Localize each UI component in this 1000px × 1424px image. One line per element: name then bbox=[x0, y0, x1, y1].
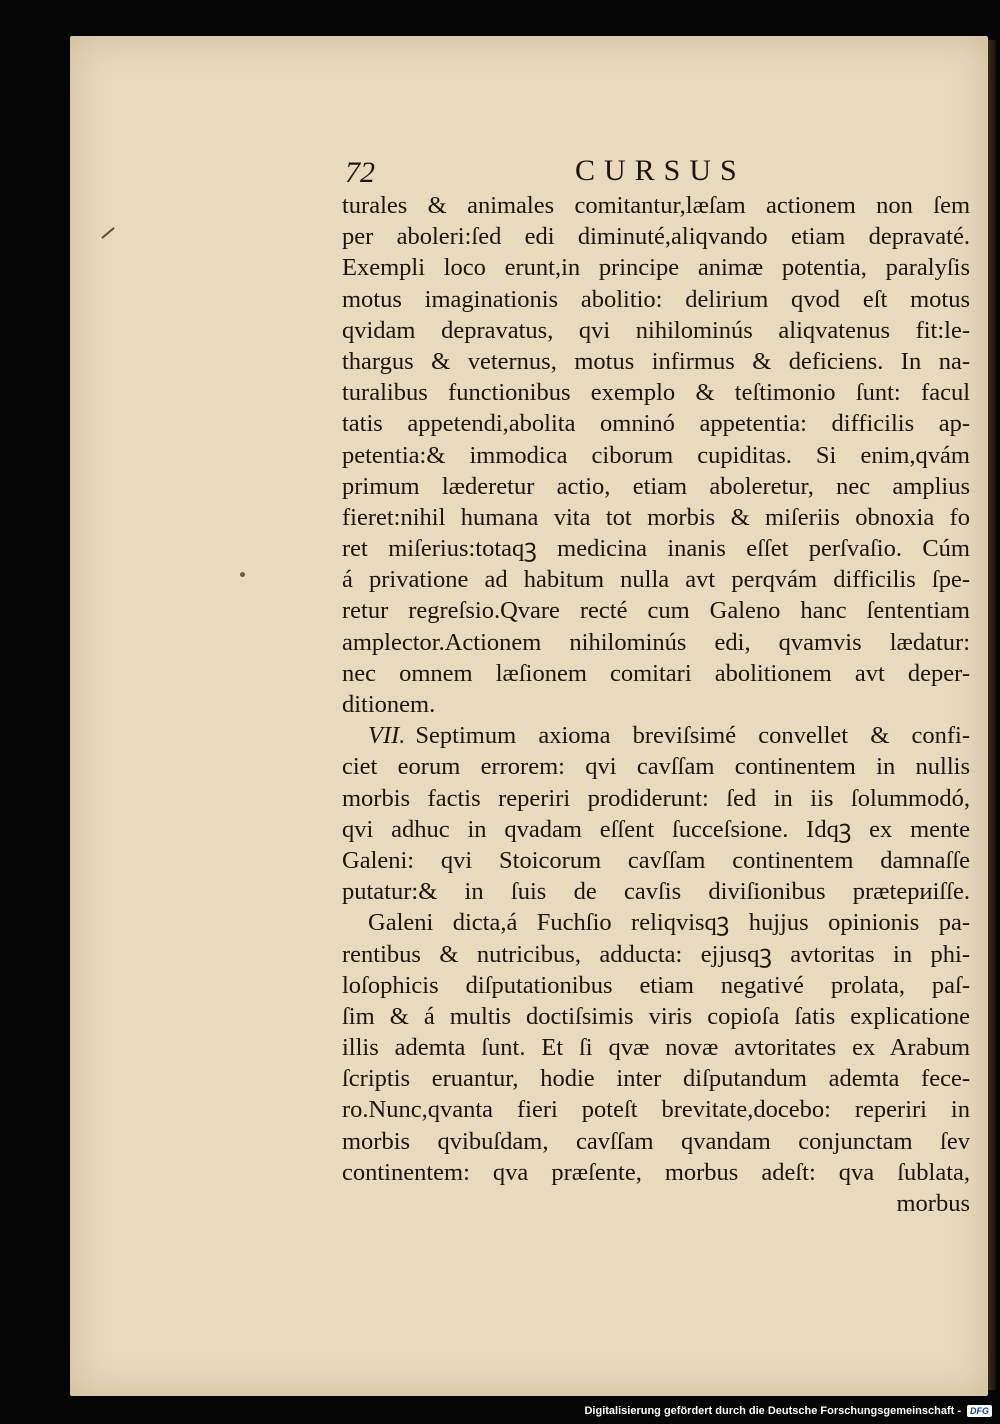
body-paragraph-one bbox=[342, 190, 970, 720]
section-vii-first-line bbox=[342, 720, 970, 751]
text-line: primum læderetur actio, etiam aboleretur, nec amplius bbox=[342, 472, 970, 500]
text-line: ciet eorum errorem: qvi cavſſam continentem in nullis bbox=[342, 753, 970, 781]
text-line: fieret:nihil humana vita tot morbis & miſeriis obnoxia fo bbox=[342, 503, 970, 531]
dfg-logo-icon: DFG bbox=[967, 1405, 992, 1417]
paragraph-two bbox=[342, 907, 970, 1188]
text-line: ſcriptis eruantur, hodie inter diſputandum ademta fece- bbox=[342, 1065, 970, 1093]
text-line: rentibus & nutricibus, adducta: ejjusqꝫ avtoritas in phi- bbox=[342, 940, 970, 968]
text-line: turales & animales comitantur,læſam actionem non ſem bbox=[342, 192, 970, 219]
text-line: turalibus functionibus exemplo & teſtimonio ſunt: facul bbox=[342, 379, 970, 407]
text-line: Exempli loco erunt,in principe animæ potentia, paralyſis bbox=[342, 254, 970, 282]
catchword: morbus bbox=[896, 1190, 970, 1217]
text-line: nec omnem læſionem comitari abolitionem avt deper- bbox=[342, 659, 970, 687]
text-line: morbis qvibuſdam, cavſſam qvandam conjunctam ſev bbox=[342, 1127, 970, 1155]
text-line: motus imaginationis abolitio: delirium qvod eſt motus bbox=[342, 285, 970, 313]
ink-speck bbox=[240, 572, 245, 577]
text-line: illis ademta ſunt. Et ſi qvæ novæ avtoritates ex Arabum bbox=[342, 1034, 970, 1062]
text-line: ret miſerius:totaqꝫ medicina inanis eſſet perſvaſio. Cúm bbox=[342, 535, 970, 563]
text-line: loſophicis diſputationibus etiam negativé prolata, paſ- bbox=[342, 971, 970, 999]
digitization-footer bbox=[584, 1402, 992, 1420]
text-line: thargus & veternus, motus infirmus & deficiens. In na- bbox=[342, 347, 970, 375]
section-vii bbox=[342, 720, 970, 907]
text-line: á privatione ad habitum nulla avt perqvám difficilis ſpe- bbox=[342, 566, 970, 594]
text-line: continentem: qva præſente, morbus adeſt: qva ſublata, bbox=[342, 1158, 970, 1186]
main-text bbox=[342, 190, 970, 1219]
text-line: retur regreſsio.Qvare recté cum Galeno hanc ſententiam bbox=[342, 597, 970, 625]
text-line: ditionem. bbox=[342, 691, 436, 718]
text-line: qvidam depravatus, qvi nihilominús aliqvatenus fit:le- bbox=[342, 316, 970, 344]
text-line: Septimum axioma breviſsimé convellet & confi- bbox=[415, 722, 970, 750]
text-line: ſim & á multis doctiſsimis viris copioſa ſatis explicatione bbox=[342, 1002, 970, 1030]
section-numeral: VII. bbox=[368, 722, 406, 750]
text-line: putatur:& in ſuis de cavſis diviſionibus prætериiſſe. bbox=[342, 878, 970, 906]
text-line: morbis factis reperiri prodiderunt: ſed in iis ſolummodó, bbox=[342, 784, 970, 812]
page-header bbox=[345, 150, 765, 190]
paragraph-two-first-line: Galeni dicta,á Fuchſio reliqvisqꝫ hujjus opinionis pa- bbox=[368, 909, 970, 937]
text-line: petentia:& immodica ciborum cupiditas. Si enim,qvám bbox=[342, 441, 970, 469]
page-edge-shadow bbox=[988, 40, 996, 1390]
text-line: amplector.Actionem nihilominús edi, qvamvis lædatur: bbox=[342, 628, 970, 656]
text-line: tatis appetendi,abolita omninó appetentia: difficilis ap- bbox=[342, 410, 970, 438]
text-line: ro.Nunc,qvanta fieri poteſt brevitate,docebo: reperiri in bbox=[342, 1096, 970, 1124]
running-head: CURSUS bbox=[575, 154, 746, 187]
text-line: qvi adhuc in qvadam eſſent ſucceſsione. Idqꝫ ex mente bbox=[342, 815, 970, 843]
footer-credit: Digitalisierung gefördert durch die Deutsche Forschungsgemeinschaft - bbox=[584, 1405, 961, 1417]
paragraph-two-lines bbox=[342, 939, 970, 1189]
text-line: Galeni: qvi Stoicorum cavſſam continentem damnaſſe bbox=[342, 846, 970, 874]
section-vii-lines bbox=[342, 751, 970, 907]
text-line: per aboleri:ſed edi diminuté,aliqvando etiam depravaté. bbox=[342, 223, 970, 251]
page-number: 72 bbox=[345, 156, 375, 189]
